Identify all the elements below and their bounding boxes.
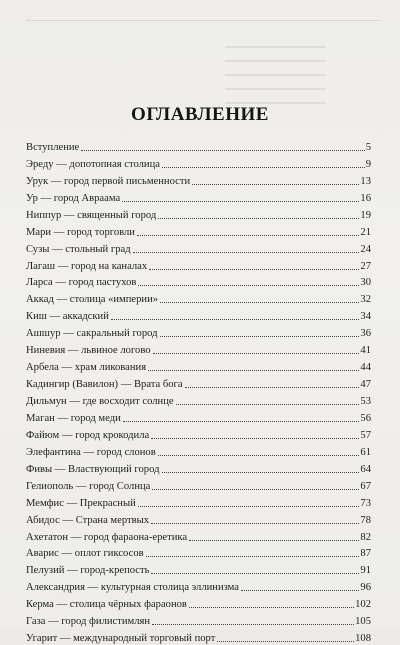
toc-entry-page: 32 bbox=[360, 294, 371, 306]
dot-leader bbox=[146, 556, 360, 557]
dot-leader bbox=[111, 319, 360, 320]
dot-leader bbox=[162, 472, 360, 473]
toc-entry-page: 19 bbox=[360, 209, 371, 221]
dot-leader bbox=[185, 387, 360, 388]
toc-entry bbox=[26, 154, 371, 171]
toc-entry-page: 13 bbox=[360, 175, 371, 187]
toc-entry bbox=[26, 391, 371, 408]
toc-entry-page: 87 bbox=[360, 548, 371, 560]
toc-entry bbox=[26, 340, 371, 357]
dot-leader bbox=[153, 353, 360, 354]
toc-entry-title: Сузы — стольный град bbox=[26, 243, 131, 255]
toc-entry bbox=[26, 323, 371, 340]
toc-entry bbox=[26, 188, 371, 205]
toc-entry-page: 73 bbox=[360, 497, 371, 509]
dot-leader bbox=[133, 252, 360, 253]
dot-leader bbox=[241, 590, 359, 591]
toc-entry-title: Александрия — культурная столица эллинизма bbox=[26, 582, 239, 594]
dot-leader bbox=[138, 506, 360, 507]
toc-entry bbox=[26, 256, 371, 273]
toc-entry-title: Лагаш — город на каналах bbox=[26, 260, 148, 272]
dot-leader bbox=[152, 489, 359, 490]
toc-entry bbox=[26, 476, 371, 493]
toc-entry-page: 102 bbox=[355, 599, 371, 611]
toc-entry bbox=[26, 527, 371, 544]
dot-leader bbox=[151, 573, 359, 574]
toc-entry-title: Керма — столица чёрных фараонов bbox=[26, 599, 187, 611]
toc-entry-page: 57 bbox=[360, 429, 371, 441]
toc-entry-title: Ур — город Авраама bbox=[26, 192, 121, 204]
dot-leader bbox=[81, 150, 364, 151]
page-title: ОГЛАВЛЕНИЕ bbox=[131, 104, 269, 125]
toc-entry-title: Ларса — город пастухов bbox=[26, 277, 137, 289]
toc-entry-title: Газа — город филистимлян bbox=[26, 616, 151, 628]
dot-leader bbox=[123, 421, 360, 422]
toc-entry-page: 27 bbox=[360, 260, 371, 272]
dot-leader bbox=[192, 184, 359, 185]
toc-entry-page: 67 bbox=[360, 480, 371, 492]
toc-entry-title: Маган — город меди bbox=[26, 412, 121, 424]
toc-entry-title: Ахетатон — город фараона-еретика bbox=[26, 531, 188, 543]
toc-entry-title: Пелузий — город-крепость bbox=[26, 565, 150, 577]
dot-leader bbox=[160, 336, 360, 337]
toc-entry-page: 24 bbox=[360, 243, 371, 255]
toc-entry bbox=[26, 306, 371, 323]
dot-leader bbox=[189, 607, 354, 608]
toc-entry-page: 91 bbox=[360, 565, 371, 577]
toc-entry-page: 34 bbox=[360, 311, 371, 323]
toc-entry-title: Ашшур — сакральный город bbox=[26, 328, 158, 340]
toc-entry bbox=[26, 357, 371, 374]
toc-entry-page: 105 bbox=[355, 616, 371, 628]
toc-entry-title: Угарит — международный торговый порт bbox=[26, 633, 216, 645]
toc-entry bbox=[26, 222, 371, 239]
dot-leader bbox=[158, 218, 359, 219]
toc-entry-title: Абидос — Страна мертвых bbox=[26, 514, 150, 526]
toc-entry-title: Арбела — храм ликования bbox=[26, 362, 147, 374]
toc-entry-page: 78 bbox=[360, 514, 371, 526]
dot-leader bbox=[148, 370, 359, 371]
toc-entry-page: 9 bbox=[365, 158, 371, 170]
toc-entry bbox=[26, 594, 371, 611]
dot-leader bbox=[149, 269, 359, 270]
toc-entry bbox=[26, 493, 371, 510]
toc-entry-page: 36 bbox=[360, 328, 371, 340]
toc-entry bbox=[26, 425, 371, 442]
toc-entry-page: 16 bbox=[360, 192, 371, 204]
toc-entry-title: Элефантина — город слонов bbox=[26, 446, 156, 458]
toc-entry-page: 30 bbox=[360, 277, 371, 289]
toc-entry-title: Гелиополь — город Солнца bbox=[26, 480, 151, 492]
toc-entry bbox=[26, 408, 371, 425]
toc-entry bbox=[26, 205, 371, 222]
toc-entry bbox=[26, 273, 371, 290]
dot-leader bbox=[138, 285, 359, 286]
dot-leader bbox=[176, 404, 360, 405]
toc-entry bbox=[26, 239, 371, 256]
toc-entry-page: 108 bbox=[355, 633, 371, 645]
toc-entry-title: Аварис — оплот гиксосов bbox=[26, 548, 144, 560]
toc-entry bbox=[26, 510, 371, 527]
toc-entry-title: Урук — город первой письменности bbox=[26, 175, 191, 187]
toc-entry bbox=[26, 459, 371, 476]
toc-entry bbox=[26, 611, 371, 628]
toc-entry-page: 41 bbox=[360, 345, 371, 357]
table-of-contents bbox=[26, 137, 371, 645]
dot-leader bbox=[217, 641, 354, 642]
dot-leader bbox=[122, 201, 359, 202]
dot-leader bbox=[137, 235, 359, 236]
toc-entry-page: 44 bbox=[360, 362, 371, 374]
toc-entry bbox=[26, 544, 371, 561]
toc-entry bbox=[26, 442, 371, 459]
toc-entry bbox=[26, 560, 371, 577]
toc-entry-title: Мари — город торговли bbox=[26, 226, 135, 238]
dot-leader bbox=[189, 540, 359, 541]
toc-entry-page: 96 bbox=[360, 582, 371, 594]
toc-entry-page: 56 bbox=[360, 412, 371, 424]
dot-leader bbox=[158, 455, 360, 456]
dot-leader bbox=[152, 624, 354, 625]
toc-entry bbox=[26, 171, 371, 188]
toc-entry bbox=[26, 374, 371, 391]
toc-entry-title: Вступление bbox=[26, 141, 80, 153]
toc-entry bbox=[26, 289, 371, 306]
dot-leader bbox=[160, 302, 359, 303]
toc-entry-page: 53 bbox=[360, 396, 371, 407]
toc-entry-title: Ниневия — львиное логово bbox=[26, 345, 151, 357]
dot-leader bbox=[162, 167, 365, 168]
toc-entry-title: Мемфис — Прекрасный bbox=[26, 497, 136, 509]
toc-entry bbox=[26, 137, 371, 154]
dot-leader bbox=[151, 438, 359, 439]
dot-leader bbox=[151, 523, 359, 524]
toc-entry-title: Дильмун — где восходит солнце bbox=[26, 396, 174, 407]
toc-entry-page: 21 bbox=[360, 226, 371, 238]
toc-entry-title: Аккад — столица «империи» bbox=[26, 294, 159, 306]
toc-entry-page: 64 bbox=[360, 463, 371, 475]
toc-entry-title: Файюм — город крокодила bbox=[26, 429, 150, 441]
toc-entry-title: Кадингир (Вавилон) — Врата бога bbox=[26, 379, 183, 391]
toc-entry-page: 5 bbox=[365, 141, 371, 153]
toc-entry bbox=[26, 628, 371, 645]
toc-entry-title: Киш — аккадский bbox=[26, 311, 109, 323]
show-through-text bbox=[0, 0, 400, 118]
toc-entry-page: 82 bbox=[360, 531, 371, 543]
toc-entry-page: 61 bbox=[360, 446, 371, 458]
toc-entry-title: Фивы — Властвующий город bbox=[26, 463, 160, 475]
toc-entry-title: Эреду — допотопная столица bbox=[26, 158, 160, 170]
toc-entry bbox=[26, 577, 371, 594]
toc-entry-title: Ниппур — священный город bbox=[26, 209, 157, 221]
toc-entry-page: 47 bbox=[360, 379, 371, 391]
